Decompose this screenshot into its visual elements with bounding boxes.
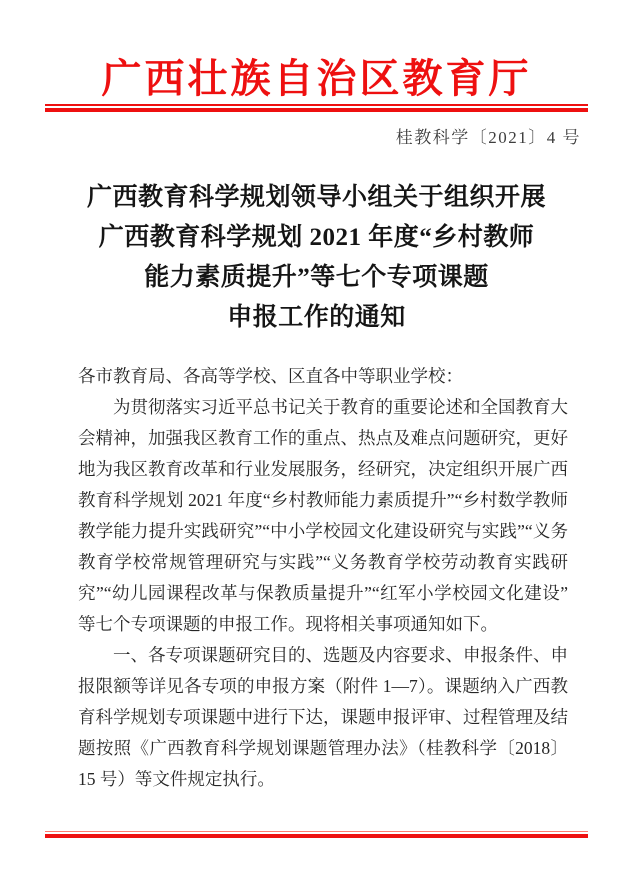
- document-reference-number: 桂教科学〔2021〕4 号: [395, 128, 581, 147]
- body-paragraph-2: 一、各专项课题研究目的、选题及内容要求、申报条件、申报限额等详见各专项的申报方案（附件 1—7）。课题纳入广西教育科学规划专项课题中进行下达，课题申报评审、过程管理及结题按照《广西教育科学规划课题管理办法》（桂教科学〔2018〕15 号）等文件规定执行。: [78, 645, 568, 789]
- document-title: [50, 178, 583, 338]
- document-body: [78, 361, 568, 795]
- footer-divider-rule: [45, 831, 588, 838]
- document-title-line-2: 广西教育科学规划 2021 年度“乡村教师: [98, 224, 535, 251]
- document-title-line-4: 申报工作的通知: [227, 304, 406, 331]
- letterhead-agency-name: 广西壮族自治区教育厅: [101, 56, 532, 101]
- letterhead-divider-rule: [45, 104, 588, 112]
- document-title-line-1: 广西教育科学规划领导小组关于组织开展: [86, 184, 546, 211]
- salutation-line: 各市教育局、各高等学校、区直各中等职业学校：: [78, 366, 463, 386]
- body-paragraph-1: 为贯彻落实习近平总书记关于教育的重要论述和全国教育大会精神，加强我区教育工作的重点、热点及难点问题研究，更好地为我区教育改革和行业发展服务，经研究，决定组织开展广西教育科学规划 2021 年度“乡村教师能力素质提升”“乡村数学教师教学能力提升实践研究”“中小学校园文化建设研究与实践”“义务教育学校常规管理研究与实践”“义务教育学校劳动教育实践研究”“幼儿园课程改革与保教质量提升”“红军小学校园文化建设”等七个专项课题的申报工作。现将相关事项通知如下。: [78, 397, 568, 634]
- document-title-line-3: 能力素质提升”等七个专项课题: [144, 264, 489, 291]
